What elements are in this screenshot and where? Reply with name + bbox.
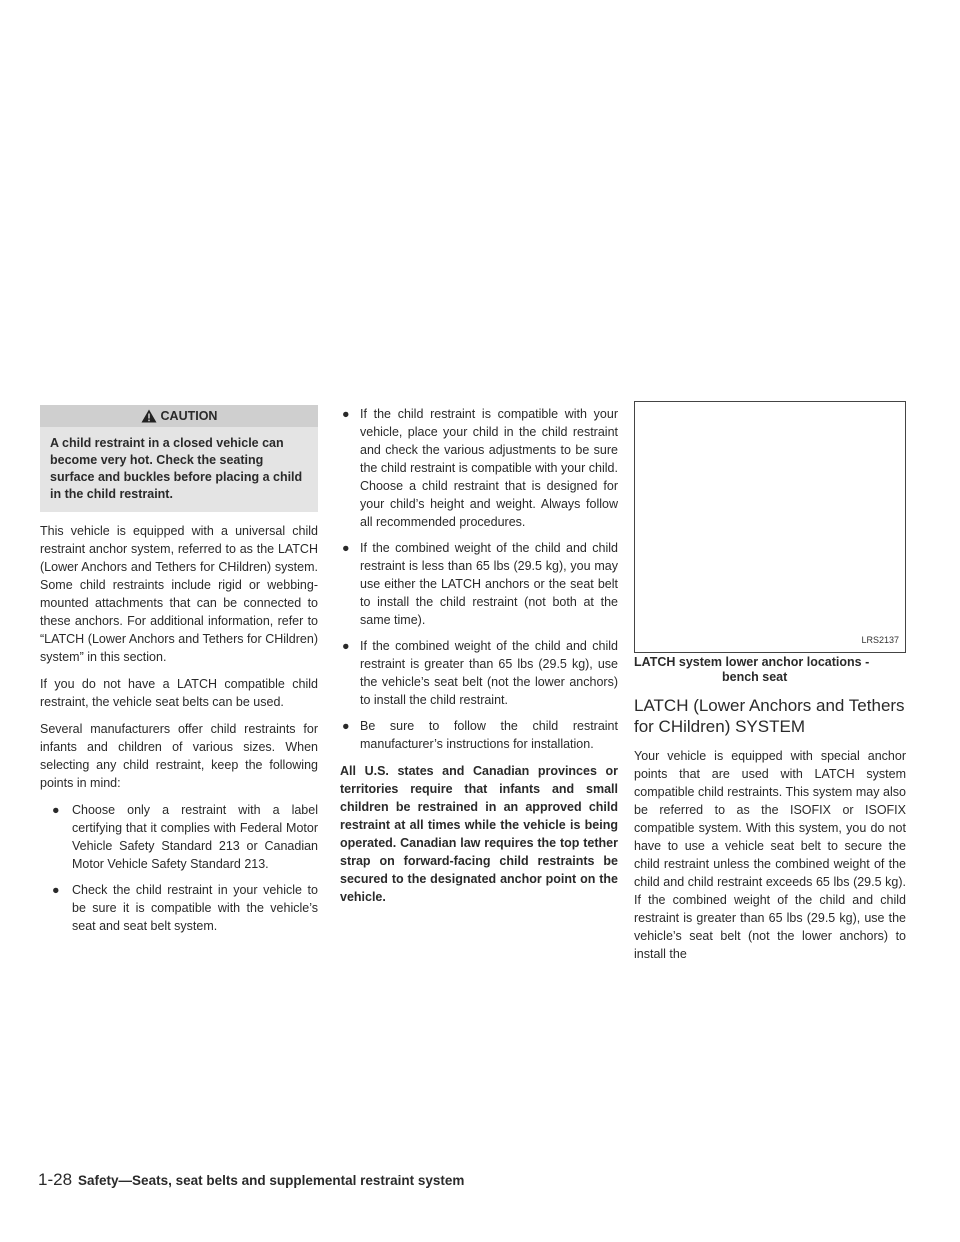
column-right [634, 405, 906, 972]
bullet-list-selection [40, 801, 318, 935]
figure-latch-anchor-locations [634, 401, 906, 653]
caution-box [40, 405, 318, 512]
page-number: 1-28 [38, 1170, 73, 1189]
caution-header [40, 405, 318, 427]
figure-caption-line2: bench seat [722, 670, 788, 684]
list-item: ● If the combined weight of the child and child restraint is greater than 65 lbs (29.5 kg), use the vehicle’s seat belt (not the lower anchors) to install the child restraint. [342, 639, 618, 707]
list-item: ● Check the child restraint in your vehicle to be sure it is compatible with the vehicle’s seat and seat belt system. [52, 883, 318, 933]
list-item: ● Choose only a restraint with a label certifying that it complies with Federal Motor Vehicle Safety Standard 213 or Canadian Motor Vehicle Safety Standard 213. [52, 803, 318, 871]
list-item: ● Be sure to follow the child restraint manufacturer’s instructions for installation. [342, 719, 618, 751]
paragraph-legal-requirement: All U.S. states and Canadian provinces or territories require that infants and small children be restrained in an approved child restraint at all times while the vehicle is being operated. Canadian law requires the top tether strap on forward-facing child restraints be secured to the designated anchor point on the vehicle. [340, 764, 618, 904]
paragraph-latch-intro: This vehicle is equipped with a universal child restraint anchor system, referred to as the LATCH (Lower Anchors and Tethers for CHildren) system. Some child restraints include rigid or webbing-mounted attachments that can be connected to these anchors. For additional information, refer to “LATCH (Lower Anchors and Tethers for CHildren) system” in this section. [40, 524, 318, 664]
paragraph-latch-system: Your vehicle is equipped with special anchor points that are used with LATCH system compatible child restraints. This system may also be referred to as the ISOFIX or ISOFIX compatible system. With this system, you do not have to use a vehicle seat belt to secure the child restraint unless the combined weight of the child and child restraint exceeds 65 lbs (29.5 kg). If the combined weight of the child and child restraint is greater than 65 lbs (29.5 kg), use the vehicle’s seat belt (not the lower anchors) to install the [634, 749, 906, 961]
caution-text: A child restraint in a closed vehicle can become very hot. Check the seating surface and buckles before placing a child in the child restraint. [50, 436, 303, 501]
list-item: ● If the combined weight of the child and child restraint is less than 65 lbs (29.5 kg), you may use either the LATCH anchors or the seat belt to install the child restraint (not both at the same time). [342, 541, 618, 627]
bullet-icon: ● [342, 407, 350, 421]
figure-code: LRS2137 [861, 635, 899, 645]
bullet-list-installation [340, 405, 618, 753]
figure-caption-line1: LATCH system lower anchor locations - [634, 655, 870, 669]
section-title: LATCH (Lower Anchors and Tethers for CHildren) SYSTEM [634, 696, 905, 736]
paragraph-manufacturers: Several manufacturers offer child restraints for infants and children of various sizes. When selecting any child restraint, keep the following points in mind: [40, 722, 318, 790]
caution-title: CAUTION [160, 409, 218, 423]
figure-caption [634, 655, 906, 685]
warning-triangle-icon [141, 409, 157, 423]
page-footer [38, 1170, 464, 1190]
paragraph-seat-belts: If you do not have a LATCH compatible child restraint, the vehicle seat belts can be used. [40, 677, 318, 709]
column-left [40, 405, 318, 944]
column-middle [340, 405, 618, 915]
bullet-icon: ● [342, 719, 350, 733]
bullet-icon: ● [342, 541, 350, 555]
bullet-icon: ● [342, 639, 350, 653]
chapter-title: Safety—Seats, seat belts and supplemental restraint system [78, 1173, 465, 1188]
bullet-icon: ● [52, 803, 60, 817]
bullet-icon: ● [52, 883, 60, 897]
list-item: ● If the child restraint is compatible with your vehicle, place your child in the child restraint and check the various adjustments to be sure the child restraint is compatible with your child. Choose a child restraint that is designed for your child’s height and weight. Always follow all recommended procedures. [342, 407, 618, 529]
